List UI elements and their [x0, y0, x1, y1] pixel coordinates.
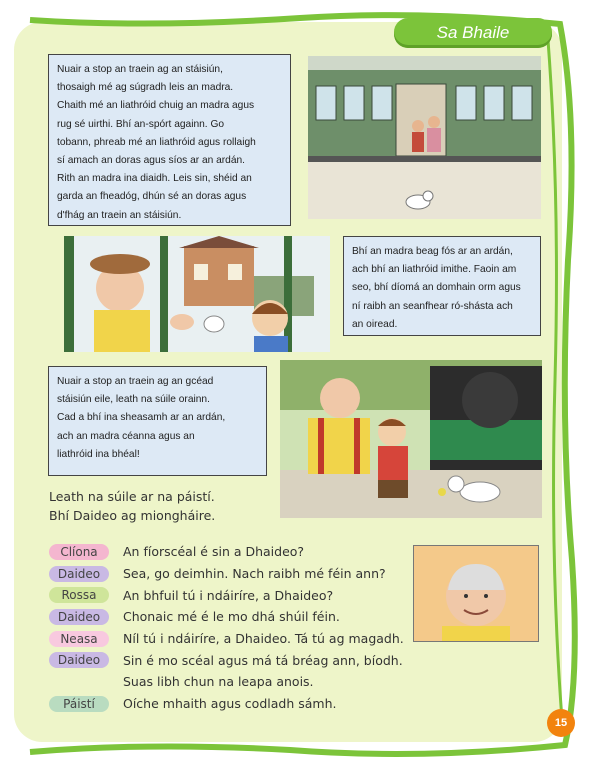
speaker-badge: Clíona — [49, 544, 109, 560]
story-line: Cad a bhí ina sheasamh ar an ardán, — [57, 412, 226, 424]
story-line: ach bhí an liathróid imithe. Faoin am — [352, 264, 517, 276]
dialogue-line — [49, 649, 409, 671]
narration-line: Bhí Daideo ag miongháire. — [49, 508, 216, 523]
platform-reunion-illustration — [280, 360, 542, 518]
story-line: garda an fheadóg, dhún sé an doras agus — [57, 191, 247, 203]
dialogue-text: Sea, go deimhin. Nach raibh mé féin ann? — [123, 566, 386, 582]
story-box-3 — [48, 366, 267, 476]
dialogue — [49, 541, 409, 715]
story-line: d'fhág an traein an stáisiún. — [57, 209, 182, 221]
story-line: rug sé uirthi. Bhí an-spórt againn. Go — [57, 118, 225, 130]
dialogue-text: Chonaic mé é le mo dhá shúil féin. — [123, 609, 340, 625]
speaker-badge: Rossa — [49, 587, 109, 603]
dialogue-text: Sin é mo scéal agus má tá bréag ann, bíodh. — [123, 652, 403, 668]
speaker-badge: Páistí — [49, 696, 109, 712]
narration-line: Leath na súile ar na páistí. — [49, 489, 215, 504]
dialogue-text: Níl tú i ndáiríre, a Dhaideo. Tá tú ag magadh. — [123, 631, 404, 647]
story-line: ach an madra céanna agus an — [57, 430, 195, 442]
story-line: an oiread. — [352, 318, 398, 330]
story-line: liathróid ina bhéal! — [57, 448, 140, 460]
dialogue-line — [49, 541, 409, 563]
story-box-2 — [343, 236, 541, 336]
dialogue-line — [49, 563, 409, 585]
speaker-badge: Daideo — [49, 566, 109, 582]
narration — [49, 487, 215, 525]
section-title: Sa Bhaile — [394, 18, 552, 48]
dialogue-text: Oíche mhaith agus codladh sámh. — [123, 696, 337, 712]
story-line: Nuair a stop an traein ag an gcéad — [57, 376, 214, 387]
story-box-1 — [48, 54, 291, 226]
dialogue-line — [49, 584, 409, 606]
dialogue-line — [49, 628, 409, 650]
story-line: Chaith mé an liathróid chuig an madra agus — [57, 100, 255, 112]
dialogue-line — [49, 671, 409, 693]
dialogue-line — [49, 606, 409, 628]
old-man-window-illustration — [64, 236, 330, 352]
page-number-badge: 15 — [547, 709, 575, 737]
story-line: sí amach an doras agus síos ar an ardán. — [57, 155, 246, 167]
grandfather-portrait — [413, 545, 539, 642]
dialogue-line — [49, 693, 409, 715]
story-line: Nuair a stop an traein ag an stáisiún, — [57, 64, 223, 75]
dialogue-text: Suas libh chun na leapa anois. — [123, 674, 314, 690]
speaker-badge: Neasa — [49, 631, 109, 647]
story-line: ní raibh an seanfhear ró-shásta ach — [352, 300, 513, 312]
story-line: Rith an madra ina diaidh. Leis sin, shéid an — [57, 173, 252, 185]
story-line: tobann, phreab mé an liathróid agus rollaigh — [57, 136, 256, 148]
story-line: Bhí an madra beag fós ar an ardán, — [352, 246, 513, 257]
train-carriage-illustration — [308, 56, 541, 219]
story-line: stáisiún eile, leath na súile orainn. — [57, 394, 210, 406]
speaker-badge: Daideo — [49, 609, 109, 625]
story-line: thosaigh mé ag súgradh leis an madra. — [57, 82, 234, 94]
dialogue-text: An bhfuil tú i ndáiríre, a Dhaideo? — [123, 587, 334, 603]
speaker-badge: Daideo — [49, 652, 109, 668]
story-line: seo, bhí díomá an domhain orm agus — [352, 282, 521, 294]
dialogue-text: An fíorscéal é sin a Dhaideo? — [123, 544, 305, 560]
